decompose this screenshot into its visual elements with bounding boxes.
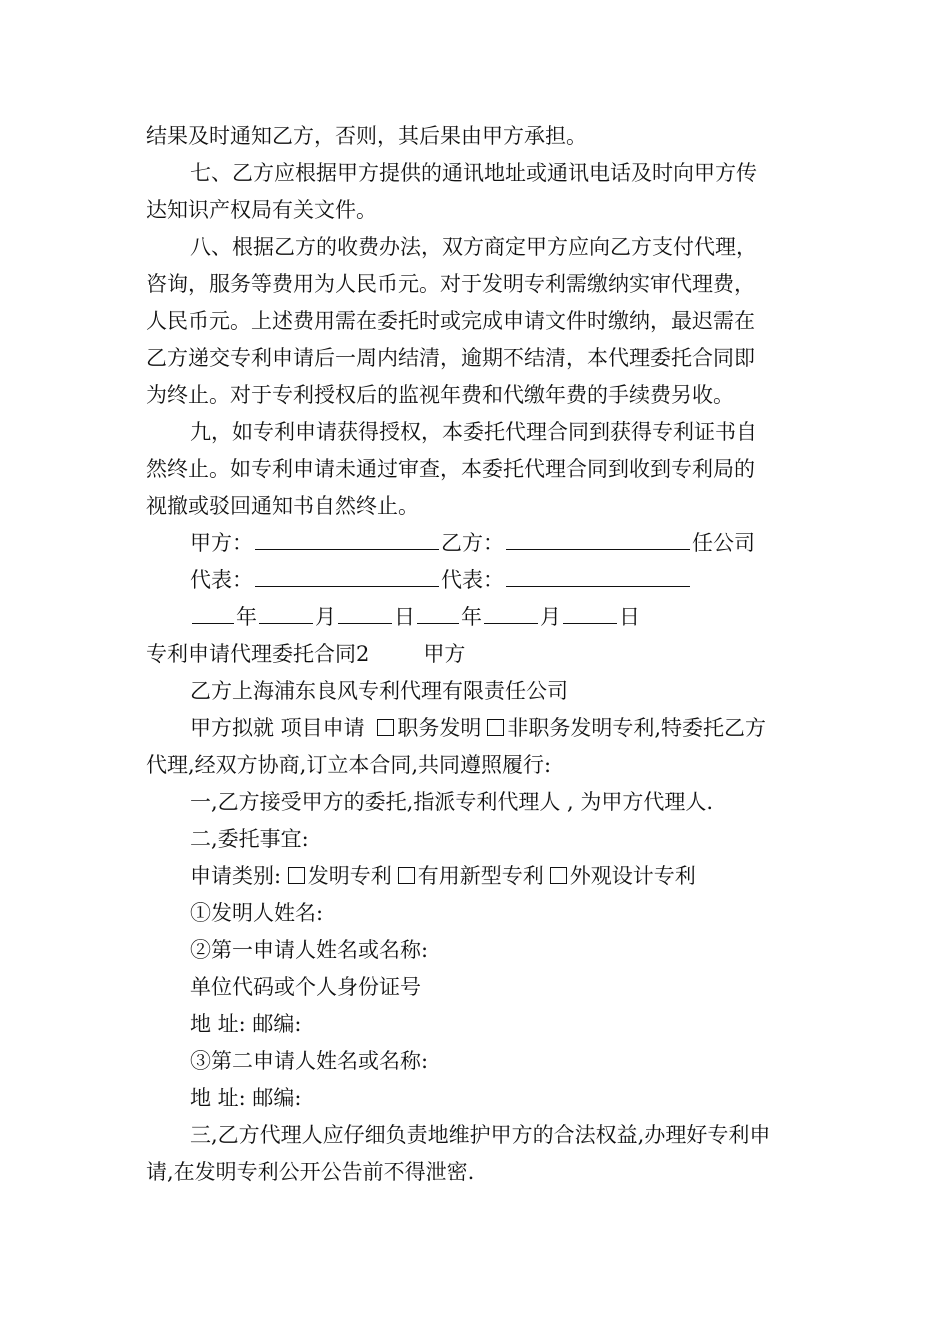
paragraph-8-line-2: 咨询，服务等费用为人民币元。对于发明专利需缴纳实审代理费， <box>146 272 755 296</box>
contract-2-party-b: 乙方上海浦东良风专利代理有限责任公司 <box>190 679 568 703</box>
year-a-blank <box>192 602 234 624</box>
paragraph-8-line-1: 八、根据乙方的收费办法，双方商定甲方应向乙方支付代理， <box>190 235 757 259</box>
inventor-name: ①发明人姓名: <box>190 901 324 925</box>
year-b-blank <box>417 602 459 624</box>
non-service-invention-label: 非职务发明专利,特委托乙方 <box>507 716 767 740</box>
service-invention-label: 职务发明 <box>397 716 482 740</box>
contract-2-intro-line-1 <box>146 710 806 747</box>
paragraph-8-line-4: 乙方递交专利申请后一周内结清，逾期不结清，本代理委托合同即 <box>146 346 755 370</box>
paragraph-7-line-2: 达知识产权局有关文件。 <box>146 198 377 222</box>
intro-text: 甲方拟就 项目申请 <box>190 716 372 740</box>
rep-b-label: 代表： <box>441 568 504 592</box>
month-b-blank <box>484 602 538 624</box>
day-a-label: 日 <box>394 605 415 629</box>
year-b-label: 年 <box>461 605 482 629</box>
year-a-label: 年 <box>236 605 257 629</box>
rep-a-blank <box>255 565 439 587</box>
address-postcode-2: 地 址: 邮编: <box>190 1086 302 1110</box>
paragraph-9-line-1: 九，如专利申请获得授权，本委托代理合同到获得专利证书自 <box>190 420 757 444</box>
month-a-blank <box>259 602 313 624</box>
document-page <box>146 118 806 1191</box>
rep-b-blank <box>506 565 690 587</box>
month-b-label: 月 <box>540 605 561 629</box>
party-b-label: 乙方： <box>441 531 504 555</box>
day-a-blank <box>338 602 392 624</box>
contract-2-title: 专利申请代理委托合同2 <box>146 642 370 666</box>
clause-1: 一,乙方接受甲方的委托,指派专利代理人 , 为甲方代理人. <box>190 790 714 814</box>
clause-3-line-2: 请,在发明专利公开公告前不得泄密. <box>146 1160 475 1184</box>
signature-parties <box>146 525 806 562</box>
paragraph-9-line-3: 视撤或驳回通知书自然终止。 <box>146 494 419 518</box>
application-category <box>146 858 806 895</box>
party-a-blank <box>255 528 439 550</box>
paragraph-8-line-3: 人民币元。上述费用需在委托时或完成申请文件时缴纳，最迟需在 <box>146 309 755 333</box>
rep-a-label: 代表： <box>190 568 253 592</box>
day-b-label: 日 <box>619 605 640 629</box>
second-applicant: ③第二申请人姓名或名称: <box>190 1049 429 1073</box>
paragraph-7-line-1: 七、乙方应根据甲方提供的通讯地址或通讯电话及时向甲方传 <box>190 161 757 185</box>
utility-model-label: 有用新型专利 <box>417 864 544 888</box>
clause-2: 二,委托事宜: <box>190 827 309 851</box>
contract-2-title-line <box>146 636 806 673</box>
signature-dates <box>146 599 806 636</box>
day-b-blank <box>563 602 617 624</box>
party-a-label: 甲方： <box>190 531 253 555</box>
invention-patent-label: 发明专利 <box>307 864 392 888</box>
paragraph-6-end: 结果及时通知乙方，否则，其后果由甲方承担。 <box>146 124 587 148</box>
category-label: 申请类别: <box>190 864 288 888</box>
party-b-blank <box>506 528 690 550</box>
checkbox-non-service-invention[interactable] <box>487 719 504 736</box>
contract-2-party-a: 甲方 <box>423 642 466 666</box>
first-applicant: ②第一申请人姓名或名称: <box>190 938 429 962</box>
signature-representatives <box>146 562 806 599</box>
id-code: 单位代码或个人身份证号 <box>190 975 421 999</box>
paragraph-9-line-2: 然终止。如专利申请未通过审查，本委托代理合同到收到专利局的 <box>146 457 755 481</box>
checkbox-utility-model[interactable] <box>398 867 415 884</box>
checkbox-invention-patent[interactable] <box>288 867 305 884</box>
contract-2-intro-line-2: 代理,经双方协商,订立本合同,共同遵照履行: <box>146 753 552 777</box>
paragraph-8-line-5: 为终止。对于专利授权后的监视年费和代缴年费的手续费另收。 <box>146 383 734 407</box>
party-b-suffix: 任公司 <box>692 531 755 555</box>
checkbox-service-invention[interactable] <box>377 719 394 736</box>
address-postcode-1: 地 址: 邮编: <box>190 1012 302 1036</box>
month-a-label: 月 <box>315 605 336 629</box>
design-patent-label: 外观设计专利 <box>569 864 696 888</box>
checkbox-design-patent[interactable] <box>550 867 567 884</box>
clause-3-line-1: 三,乙方代理人应仔细负责地维护甲方的合法权益,办理好专利申 <box>190 1123 771 1147</box>
